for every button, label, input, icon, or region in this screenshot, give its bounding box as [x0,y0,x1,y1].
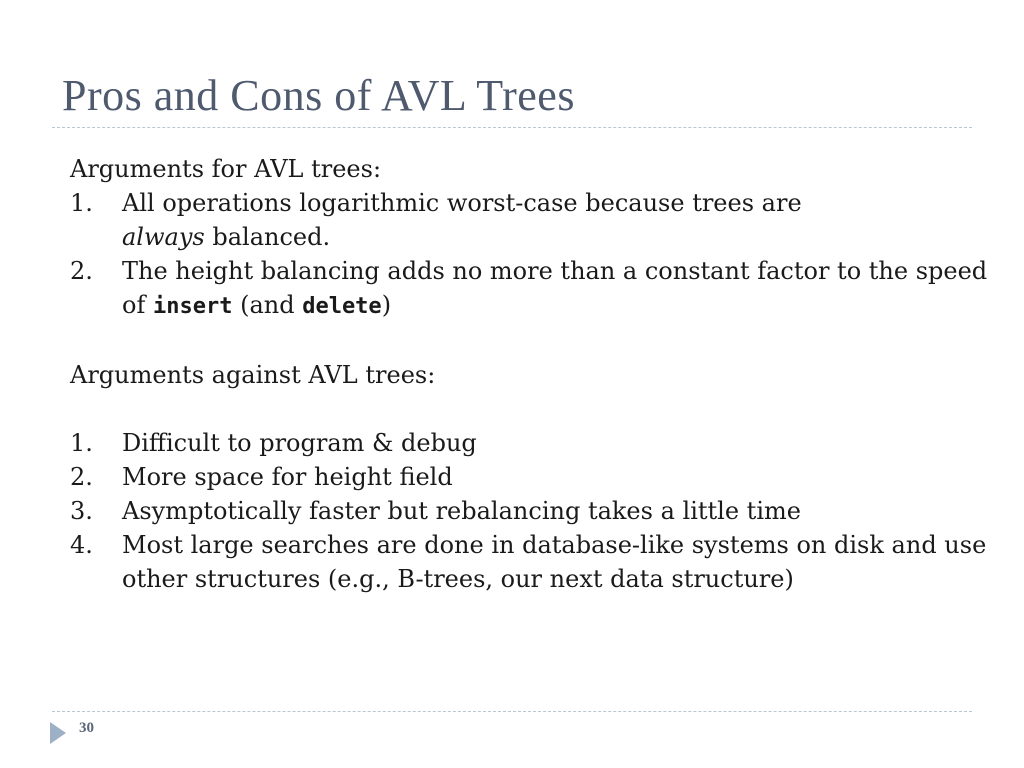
list-number: 4. [70,531,93,559]
code-delete: delete [302,294,382,319]
list-item [70,494,990,528]
spacer [70,324,990,358]
list-number: 2. [70,257,93,285]
slide-title: Pros and Cons of AVL Trees [62,71,575,120]
item-text: balanced. [204,223,331,251]
item-text: ) [381,291,392,319]
page-number: 30 [79,720,94,736]
for-list [70,186,990,324]
list-item [70,186,990,254]
list-item [70,528,990,596]
list-number: 1. [70,189,93,217]
item-text: All operations logarithmic worst-case because trees are [122,189,802,217]
title-divider [52,127,972,128]
item-text: Asymptotically faster but rebalancing takes a little time [122,497,801,525]
item-text: The height balancing adds no more than a constant factor to the speed of [122,257,988,319]
footer-divider [52,711,972,712]
item-text: Most large searches are done in database-like systems on disk and use other structures (e.g., B-trees, our next data structure) [122,531,987,593]
code-insert: insert [152,294,233,319]
list-item [70,426,990,460]
against-heading: Arguments against AVL trees: [70,361,436,389]
list-item [70,460,990,494]
item-text: (and [232,291,303,319]
emphasis-text: always [122,223,205,251]
against-list [70,426,990,596]
list-number: 2. [70,463,93,491]
list-item [70,254,990,324]
slide-body [70,152,990,596]
for-heading: Arguments for AVL trees: [70,155,382,183]
spacer [70,392,990,426]
list-number: 1. [70,429,93,457]
item-text: More space for height field [122,463,453,491]
item-text: Difficult to program & debug [122,429,477,457]
triangle-right-icon [50,722,66,744]
list-number: 3. [70,497,93,525]
